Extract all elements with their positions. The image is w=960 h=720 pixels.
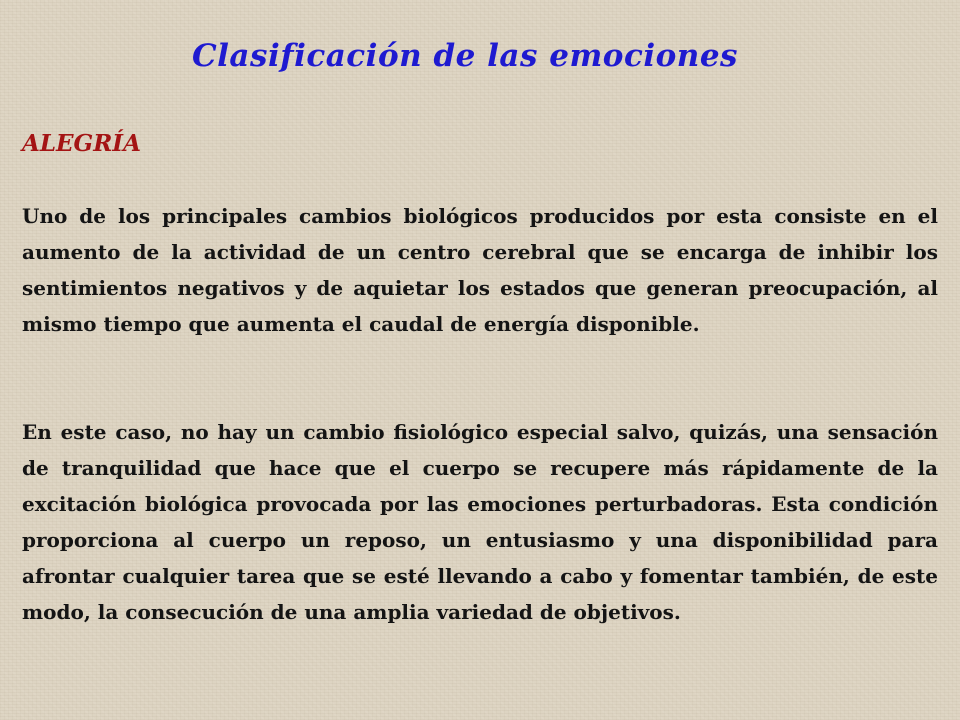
slide-title: Clasificación de las emociones xyxy=(191,38,739,74)
body-paragraph-1: Uno de los principales cambios biológicos producidos por esta consiste en el aumento de la actividad de un centro cerebral que se encarga de inhibir los sentimientos negativos y de aquietar los estados que generan preocupación, al mismo tiempo que aumenta el caudal de energía disponible. xyxy=(22,204,938,336)
section-heading: ALEGRÍA xyxy=(22,130,141,157)
body-paragraph-2: En este caso, no hay un cambio fisiológico especial salvo, quizás, una sensación de tranquilidad que hace que el cuerpo se recupere más rápidamente de la excitación biológica provocada por las emociones perturbadoras. Esta condición proporciona al cuerpo un reposo, un entusiasmo y una disponibilidad para afrontar cualquier tarea que se esté llevando a cabo y fomentar también, de este modo, la consecución de una amplia variedad de objetivos. xyxy=(22,420,938,624)
